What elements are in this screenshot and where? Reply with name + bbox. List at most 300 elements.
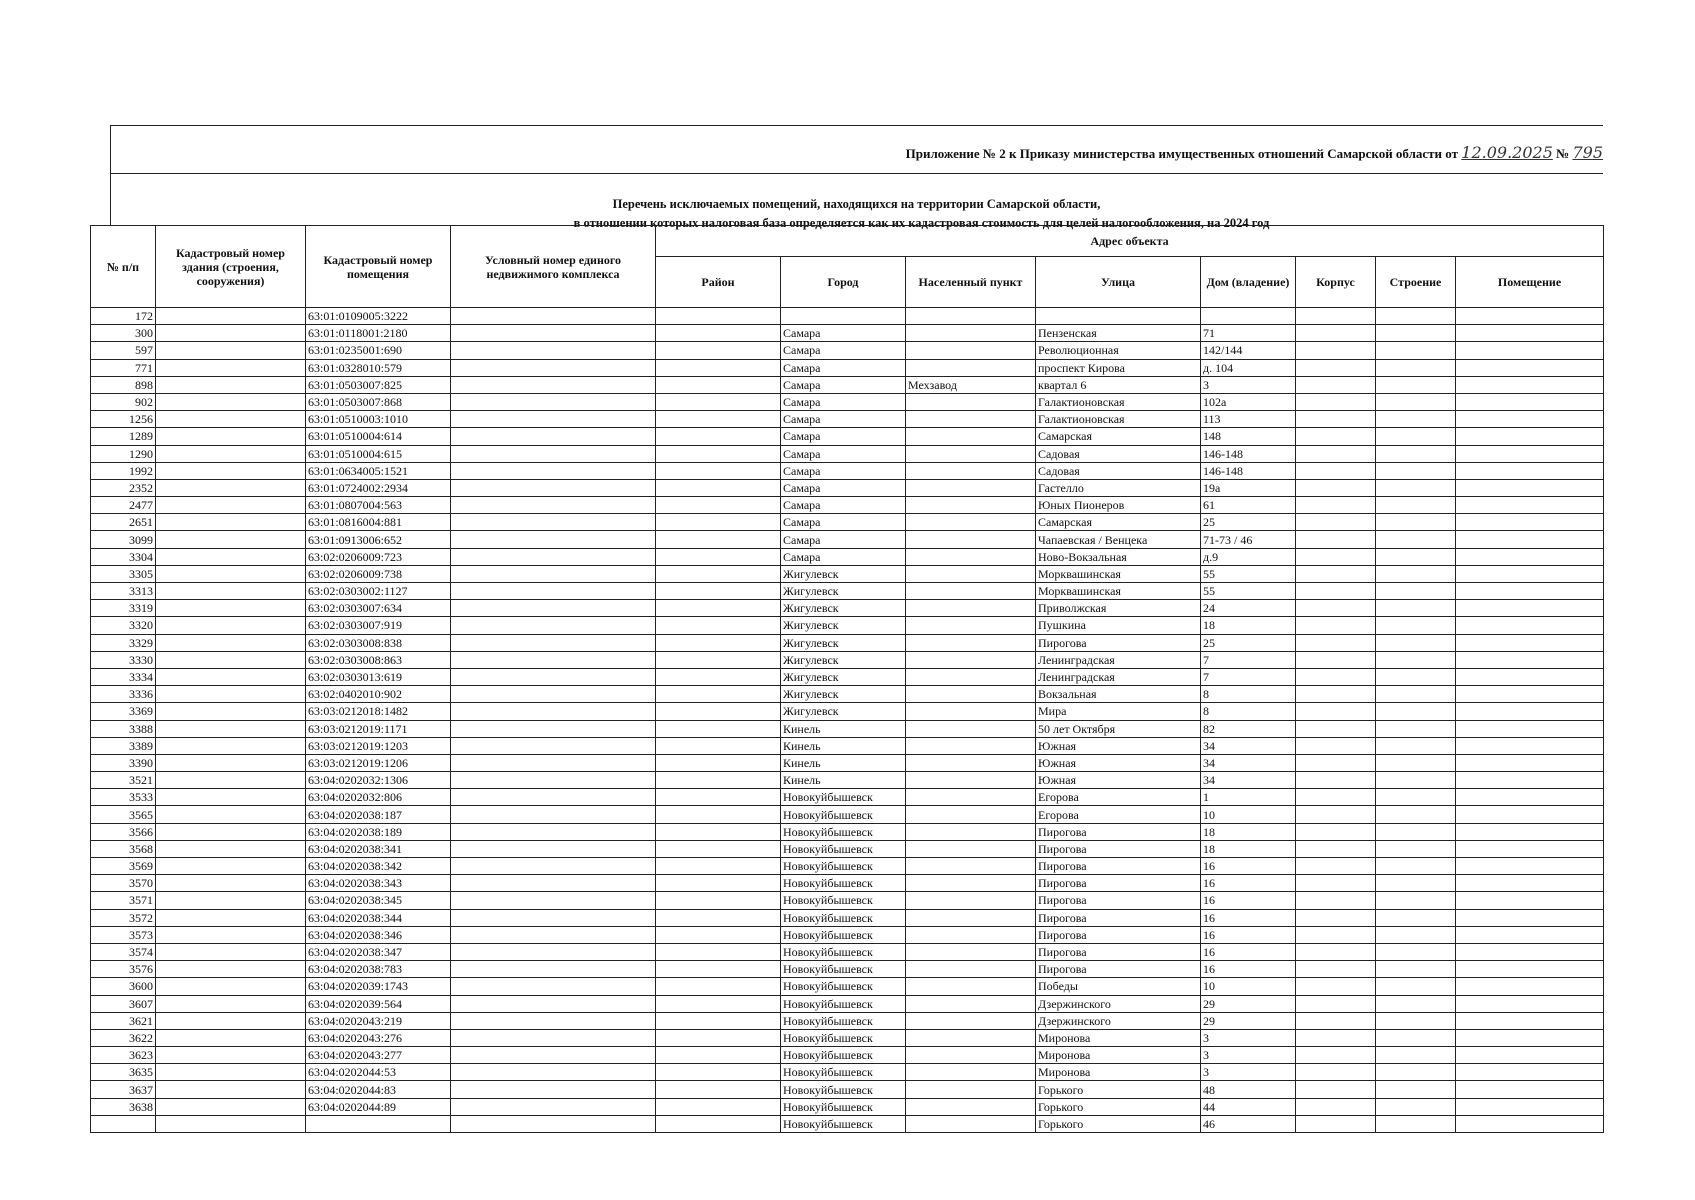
cell-district — [656, 393, 781, 410]
cell-building-kad — [156, 703, 306, 720]
cell-premise-kad: 63:01:0109005:3222 — [306, 308, 451, 325]
cell-city: Новокуйбышевск — [781, 1115, 906, 1132]
cell-complex — [451, 840, 656, 857]
row-number: 3533 — [91, 789, 156, 806]
table-row — [91, 497, 1604, 514]
row-number: 2352 — [91, 479, 156, 496]
cell-house: 10 — [1201, 806, 1296, 823]
cell-premise-kad: 63:01:0510004:615 — [306, 445, 451, 462]
row-number: 597 — [91, 342, 156, 359]
cell-street: Дзержинского — [1036, 1012, 1201, 1029]
cell-street: Пирогова — [1036, 634, 1201, 651]
cell-district — [656, 428, 781, 445]
col-premise: Помещение — [1456, 257, 1604, 308]
cell-korpus — [1296, 1098, 1376, 1115]
cell-house: 3 — [1201, 1047, 1296, 1064]
cell-street: Пензенская — [1036, 325, 1201, 342]
cell-premise-kad: 63:02:0402010:902 — [306, 686, 451, 703]
cell-premise — [1456, 858, 1604, 875]
cell-street: Юных Пионеров — [1036, 497, 1201, 514]
cell-house: 16 — [1201, 961, 1296, 978]
cell-settlement — [906, 961, 1036, 978]
table-row — [91, 737, 1604, 754]
cell-premise-kad: 63:02:0303007:634 — [306, 600, 451, 617]
cell-street: Вокзальная — [1036, 686, 1201, 703]
appendix-date: 12.09.2025 — [1461, 143, 1553, 162]
table-row — [91, 359, 1604, 376]
row-number: 3570 — [91, 875, 156, 892]
cell-street: Пирогова — [1036, 926, 1201, 943]
cell-district — [656, 1029, 781, 1046]
cell-premise — [1456, 617, 1604, 634]
cell-building-kad — [156, 978, 306, 995]
table-row — [91, 703, 1604, 720]
cell-korpus — [1296, 325, 1376, 342]
row-number: 2651 — [91, 514, 156, 531]
cell-complex — [451, 926, 656, 943]
cell-district — [656, 995, 781, 1012]
cell-city: Новокуйбышевск — [781, 1012, 906, 1029]
cell-building-kad — [156, 737, 306, 754]
table-row — [91, 479, 1604, 496]
cell-building-kad — [156, 651, 306, 668]
cell-complex — [451, 754, 656, 771]
cell-korpus — [1296, 686, 1376, 703]
col-korpus: Корпус — [1296, 257, 1376, 308]
cell-premise — [1456, 634, 1604, 651]
cell-complex — [451, 342, 656, 359]
cell-complex — [451, 961, 656, 978]
cell-premise — [1456, 1081, 1604, 1098]
cell-premise — [1456, 1115, 1604, 1132]
cell-district — [656, 926, 781, 943]
cell-street: Пирогова — [1036, 840, 1201, 857]
cell-premise-kad: 63:02:0303008:838 — [306, 634, 451, 651]
row-number: 3638 — [91, 1098, 156, 1115]
table-row — [91, 754, 1604, 771]
cell-district — [656, 1047, 781, 1064]
cell-city: Жигулевск — [781, 686, 906, 703]
col-settlement: Населенный пункт — [906, 257, 1036, 308]
table-row — [91, 668, 1604, 685]
col-city: Город — [781, 257, 906, 308]
cell-premise-kad: 63:02:0206009:723 — [306, 548, 451, 565]
cell-district — [656, 823, 781, 840]
table-row — [91, 548, 1604, 565]
cell-building — [1376, 703, 1456, 720]
cell-premise — [1456, 737, 1604, 754]
cell-building — [1376, 497, 1456, 514]
cell-city: Самара — [781, 325, 906, 342]
cell-building-kad — [156, 892, 306, 909]
cell-city: Кинель — [781, 720, 906, 737]
row-number: 300 — [91, 325, 156, 342]
cell-complex — [451, 892, 656, 909]
appendix-number: 795 — [1572, 143, 1603, 162]
cell-settlement — [906, 634, 1036, 651]
cell-complex — [451, 531, 656, 548]
cell-premise — [1456, 325, 1604, 342]
cell-house: 34 — [1201, 772, 1296, 789]
cell-city: Жигулевск — [781, 668, 906, 685]
cell-korpus — [1296, 789, 1376, 806]
document-sheet — [106, 125, 1603, 1131]
table-row — [91, 823, 1604, 840]
table-row — [91, 634, 1604, 651]
table-row — [91, 1081, 1604, 1098]
cell-city: Кинель — [781, 737, 906, 754]
premises-table — [90, 225, 1604, 1133]
cell-complex — [451, 858, 656, 875]
cell-district — [656, 342, 781, 359]
cell-premise-kad: 63:04:0202038:347 — [306, 943, 451, 960]
cell-district — [656, 1098, 781, 1115]
cell-house: 16 — [1201, 875, 1296, 892]
row-number: 3369 — [91, 703, 156, 720]
cell-settlement — [906, 840, 1036, 857]
cell-street: 50 лет Октября — [1036, 720, 1201, 737]
cell-street: Революционная — [1036, 342, 1201, 359]
cell-street: Пирогова — [1036, 943, 1201, 960]
cell-premise-kad: 63:04:0202038:341 — [306, 840, 451, 857]
cell-premise-kad: 63:03:0212019:1206 — [306, 754, 451, 771]
table-row — [91, 720, 1604, 737]
cell-street: Пирогова — [1036, 823, 1201, 840]
cell-complex — [451, 737, 656, 754]
table-row — [91, 772, 1604, 789]
cell-complex — [451, 995, 656, 1012]
cell-premise — [1456, 308, 1604, 325]
cell-korpus — [1296, 634, 1376, 651]
cell-house: 7 — [1201, 668, 1296, 685]
cell-street: Миронова — [1036, 1029, 1201, 1046]
cell-settlement — [906, 754, 1036, 771]
cell-building-kad — [156, 325, 306, 342]
cell-building — [1376, 806, 1456, 823]
row-number: 3607 — [91, 995, 156, 1012]
cell-premise — [1456, 1098, 1604, 1115]
cell-city: Новокуйбышевск — [781, 1081, 906, 1098]
cell-premise — [1456, 1012, 1604, 1029]
row-number: 3574 — [91, 943, 156, 960]
table-row — [91, 892, 1604, 909]
cell-district — [656, 943, 781, 960]
row-number: 3304 — [91, 548, 156, 565]
row-number: 1290 — [91, 445, 156, 462]
cell-building — [1376, 428, 1456, 445]
cell-city: Новокуйбышевск — [781, 875, 906, 892]
cell-korpus — [1296, 840, 1376, 857]
cell-premise-kad: 63:04:0202039:564 — [306, 995, 451, 1012]
table-row — [91, 978, 1604, 995]
cell-settlement — [906, 789, 1036, 806]
cell-building — [1376, 462, 1456, 479]
cell-complex — [451, 308, 656, 325]
cell-house: 29 — [1201, 1012, 1296, 1029]
cell-premise-kad: 63:02:0206009:738 — [306, 565, 451, 582]
cell-korpus — [1296, 497, 1376, 514]
cell-premise — [1456, 720, 1604, 737]
table-row — [91, 926, 1604, 943]
cell-street: Садовая — [1036, 462, 1201, 479]
cell-settlement — [906, 686, 1036, 703]
cell-street: Самарская — [1036, 514, 1201, 531]
table-row — [91, 961, 1604, 978]
cell-settlement — [906, 1115, 1036, 1132]
cell-premise — [1456, 668, 1604, 685]
cell-settlement — [906, 703, 1036, 720]
cell-korpus — [1296, 995, 1376, 1012]
cell-district — [656, 806, 781, 823]
row-number: 1992 — [91, 462, 156, 479]
cell-building — [1376, 531, 1456, 548]
cell-building — [1376, 978, 1456, 995]
cell-building-kad — [156, 961, 306, 978]
cell-city: Жигулевск — [781, 617, 906, 634]
cell-building-kad — [156, 875, 306, 892]
cell-city: Новокуйбышевск — [781, 909, 906, 926]
row-number: 902 — [91, 393, 156, 410]
cell-settlement — [906, 1047, 1036, 1064]
cell-premise-kad: 63:02:0303007:919 — [306, 617, 451, 634]
cell-city: Самара — [781, 548, 906, 565]
cell-building-kad — [156, 1064, 306, 1081]
table-row — [91, 789, 1604, 806]
cell-street: Ново-Вокзальная — [1036, 548, 1201, 565]
table-row — [91, 514, 1604, 531]
cell-building-kad — [156, 926, 306, 943]
cell-city: Кинель — [781, 772, 906, 789]
cell-street: Миронова — [1036, 1064, 1201, 1081]
cell-building — [1376, 1098, 1456, 1115]
cell-settlement — [906, 1081, 1036, 1098]
cell-city: Самара — [781, 514, 906, 531]
cell-city: Новокуйбышевск — [781, 961, 906, 978]
cell-district — [656, 583, 781, 600]
cell-city: Новокуйбышевск — [781, 840, 906, 857]
cell-house: 3 — [1201, 376, 1296, 393]
cell-building-kad — [156, 617, 306, 634]
cell-building — [1376, 600, 1456, 617]
cell-house: 1 — [1201, 789, 1296, 806]
cell-korpus — [1296, 308, 1376, 325]
cell-district — [656, 1064, 781, 1081]
cell-complex — [451, 720, 656, 737]
cell-complex — [451, 1098, 656, 1115]
cell-settlement — [906, 548, 1036, 565]
row-number: 3388 — [91, 720, 156, 737]
row-number: 3572 — [91, 909, 156, 926]
cell-premise — [1456, 772, 1604, 789]
cell-house: 148 — [1201, 428, 1296, 445]
table-row — [91, 617, 1604, 634]
cell-district — [656, 1115, 781, 1132]
cell-premise-kad: 63:04:0202038:342 — [306, 858, 451, 875]
cell-settlement — [906, 342, 1036, 359]
cell-district — [656, 634, 781, 651]
cell-city: Новокуйбышевск — [781, 995, 906, 1012]
cell-house: 61 — [1201, 497, 1296, 514]
row-number: 3622 — [91, 1029, 156, 1046]
cell-building — [1376, 1064, 1456, 1081]
cell-street: Пирогова — [1036, 892, 1201, 909]
cell-korpus — [1296, 1047, 1376, 1064]
cell-building — [1376, 651, 1456, 668]
cell-district — [656, 497, 781, 514]
cell-house: 7 — [1201, 651, 1296, 668]
table-row — [91, 840, 1604, 857]
cell-district — [656, 308, 781, 325]
cell-premise-kad: 63:04:0202039:1743 — [306, 978, 451, 995]
cell-building — [1376, 1081, 1456, 1098]
cell-building-kad — [156, 428, 306, 445]
cell-korpus — [1296, 720, 1376, 737]
table-body — [91, 308, 1604, 1133]
cell-premise — [1456, 462, 1604, 479]
cell-korpus — [1296, 651, 1376, 668]
cell-city: Самара — [781, 411, 906, 428]
cell-settlement — [906, 892, 1036, 909]
cell-settlement — [906, 393, 1036, 410]
cell-city: Самара — [781, 342, 906, 359]
cell-premise — [1456, 686, 1604, 703]
row-number — [91, 1115, 156, 1132]
cell-building — [1376, 1047, 1456, 1064]
cell-city: Самара — [781, 497, 906, 514]
row-number: 3573 — [91, 926, 156, 943]
cell-city: Самара — [781, 531, 906, 548]
col-district: Район — [656, 257, 781, 308]
table-row — [91, 651, 1604, 668]
cell-city: Самара — [781, 376, 906, 393]
cell-building — [1376, 342, 1456, 359]
cell-building — [1376, 617, 1456, 634]
cell-complex — [451, 428, 656, 445]
appendix-number-label: № — [1556, 146, 1570, 161]
cell-settlement — [906, 445, 1036, 462]
cell-building — [1376, 840, 1456, 857]
cell-house: 34 — [1201, 737, 1296, 754]
cell-settlement — [906, 909, 1036, 926]
cell-complex — [451, 978, 656, 995]
row-number: 3623 — [91, 1047, 156, 1064]
row-number: 3329 — [91, 634, 156, 651]
cell-district — [656, 1012, 781, 1029]
cell-city: Новокуйбышевск — [781, 1098, 906, 1115]
cell-premise — [1456, 892, 1604, 909]
cell-building-kad — [156, 479, 306, 496]
cell-building-kad — [156, 772, 306, 789]
cell-street: Морквашинская — [1036, 565, 1201, 582]
cell-korpus — [1296, 617, 1376, 634]
cell-premise — [1456, 342, 1604, 359]
table-row — [91, 1064, 1604, 1081]
cell-premise — [1456, 359, 1604, 376]
cell-building-kad — [156, 565, 306, 582]
cell-building-kad — [156, 1029, 306, 1046]
cell-house: 16 — [1201, 926, 1296, 943]
cell-premise-kad: 63:01:0118001:2180 — [306, 325, 451, 342]
row-number: 898 — [91, 376, 156, 393]
cell-building — [1376, 325, 1456, 342]
cell-korpus — [1296, 393, 1376, 410]
cell-complex — [451, 445, 656, 462]
cell-premise-kad: 63:01:0816004:881 — [306, 514, 451, 531]
cell-building-kad — [156, 497, 306, 514]
cell-district — [656, 514, 781, 531]
cell-premise-kad: 63:02:0303013:619 — [306, 668, 451, 685]
cell-building-kad — [156, 445, 306, 462]
cell-building — [1376, 995, 1456, 1012]
cell-district — [656, 858, 781, 875]
cell-street: Самарская — [1036, 428, 1201, 445]
cell-district — [656, 668, 781, 685]
cell-premise — [1456, 995, 1604, 1012]
cell-building-kad — [156, 393, 306, 410]
table-row — [91, 1029, 1604, 1046]
cell-complex — [451, 686, 656, 703]
cell-building — [1376, 359, 1456, 376]
cell-street: Садовая — [1036, 445, 1201, 462]
cell-complex — [451, 789, 656, 806]
cell-building-kad — [156, 668, 306, 685]
cell-premise — [1456, 823, 1604, 840]
cell-premise — [1456, 703, 1604, 720]
cell-building-kad — [156, 720, 306, 737]
cell-complex — [451, 909, 656, 926]
cell-district — [656, 376, 781, 393]
cell-complex — [451, 823, 656, 840]
cell-building-kad — [156, 342, 306, 359]
cell-premise-kad: 63:04:0202038:187 — [306, 806, 451, 823]
col-street: Улица — [1036, 257, 1201, 308]
cell-street: Ленинградская — [1036, 668, 1201, 685]
table-row — [91, 583, 1604, 600]
cell-premise-kad: 63:03:0212019:1203 — [306, 737, 451, 754]
cell-building — [1376, 926, 1456, 943]
cell-settlement — [906, 823, 1036, 840]
cell-city: Новокуйбышевск — [781, 926, 906, 943]
cell-complex — [451, 1029, 656, 1046]
cell-settlement — [906, 462, 1036, 479]
cell-korpus — [1296, 531, 1376, 548]
col-building-kad: Кадастровый номер здания (строения, сооружения) — [156, 226, 306, 308]
cell-district — [656, 875, 781, 892]
cell-settlement — [906, 926, 1036, 943]
cell-building — [1376, 393, 1456, 410]
cell-korpus — [1296, 445, 1376, 462]
cell-building — [1376, 720, 1456, 737]
row-number: 3571 — [91, 892, 156, 909]
cell-building — [1376, 548, 1456, 565]
cell-building — [1376, 583, 1456, 600]
cell-city: Самара — [781, 462, 906, 479]
cell-city: Новокуйбышевск — [781, 858, 906, 875]
cell-city: Жигулевск — [781, 634, 906, 651]
cell-street: Галактионовская — [1036, 393, 1201, 410]
row-number: 3569 — [91, 858, 156, 875]
cell-korpus — [1296, 462, 1376, 479]
cell-building-kad — [156, 411, 306, 428]
cell-settlement — [906, 514, 1036, 531]
row-number: 3576 — [91, 961, 156, 978]
cell-building — [1376, 823, 1456, 840]
cell-district — [656, 720, 781, 737]
cell-premise — [1456, 978, 1604, 995]
row-number: 3565 — [91, 806, 156, 823]
cell-building — [1376, 308, 1456, 325]
cell-street: Дзержинского — [1036, 995, 1201, 1012]
